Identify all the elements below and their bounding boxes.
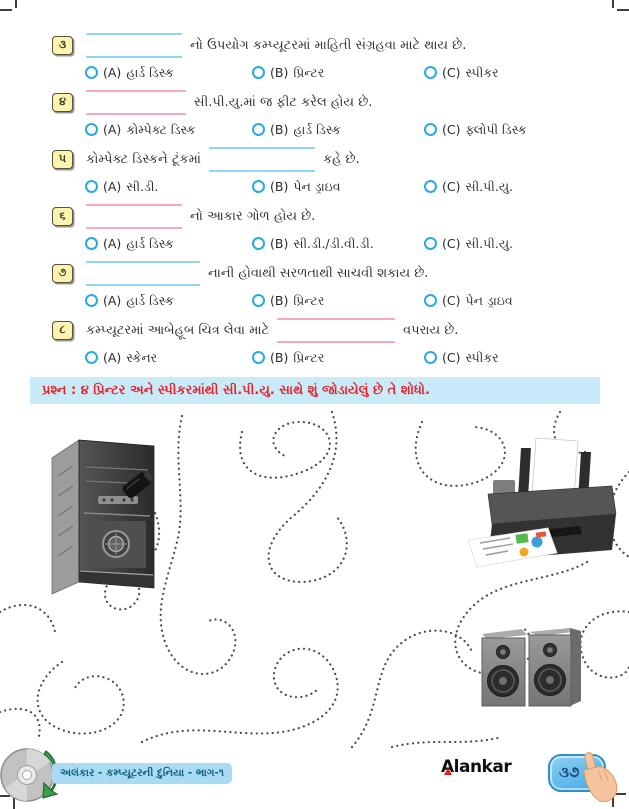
printer-image [468, 438, 616, 567]
question-8 [52, 315, 615, 370]
answer-blank[interactable] [86, 261, 200, 286]
option-c[interactable]: (C) સ્પીકર [424, 65, 615, 81]
publisher-logo-text: Alankar [441, 757, 512, 777]
question-text: સી.પી.યુ.માં જ ફીટ કરેલ હોય છે. [194, 94, 373, 110]
option-b[interactable]: (B) પ્રિન્ટર [252, 65, 424, 81]
radio-icon[interactable] [252, 66, 265, 79]
radio-icon[interactable] [85, 123, 98, 136]
question-number-badge: ૮ [52, 321, 73, 340]
option-c[interactable]: (C) સ્પીકર [424, 350, 615, 366]
option-b[interactable]: (B) પ્રિન્ટર [252, 293, 424, 309]
option-a[interactable]: (A) હાર્ડ ડિસ્ક [85, 65, 252, 81]
activity-heading: પ્રશ્ન : ૪ પ્રિન્ટર અને સ્પીકરમાંથી સી.પી.યુ. સાથે શું જોડાયેલું છે તે શોધો. [42, 383, 430, 398]
option-b[interactable]: (B) સી.ડી./ડી.વી.ડી. [252, 236, 424, 252]
hand-pointer-icon [578, 749, 618, 805]
crop-mark [617, 9, 629, 11]
book-title: અલંકાર - કમ્પ્યૂટરની દુનિયા - ભાગ-૧ [59, 767, 225, 779]
radio-icon[interactable] [424, 294, 437, 307]
radio-icon[interactable] [252, 237, 265, 250]
radio-icon[interactable] [252, 294, 265, 307]
question-text: વપરાય છે. [403, 322, 459, 338]
question-number-badge: ૬ [52, 207, 73, 226]
logo-triangle-icon [444, 768, 452, 775]
question-text-pre: કમ્પ્યૂટરમાં આબેહૂબ ચિત્ર લેવા માટે [86, 322, 270, 338]
answer-blank[interactable] [209, 147, 315, 172]
crop-mark [0, 9, 12, 11]
question-7 [52, 258, 615, 313]
option-c[interactable]: (C) સી.પી.યુ. [424, 179, 615, 195]
question-text: નો ઉપયોગ કમ્પ્યૂટરમાં માહિતી સંગ્રહવા માટે થાય છે. [190, 37, 467, 53]
radio-icon[interactable] [252, 123, 265, 136]
page-number: ૩૭ [559, 763, 580, 781]
radio-icon[interactable] [424, 237, 437, 250]
option-c[interactable]: (C) પેન ડ્રાઇવ [424, 293, 615, 309]
question-text: કહે છે. [322, 151, 360, 167]
question-number-badge: ૭ [52, 264, 73, 283]
book-title-ribbon [52, 763, 232, 784]
option-a[interactable]: (A) સ્કેનર [85, 350, 252, 366]
radio-icon[interactable] [424, 123, 437, 136]
maze-activity [0, 410, 629, 752]
radio-icon[interactable] [424, 66, 437, 79]
option-b[interactable]: (B) હાર્ડ ડિસ્ક [252, 122, 424, 138]
page-footer [0, 747, 629, 809]
answer-blank[interactable] [277, 318, 395, 343]
speakers-image [482, 628, 581, 706]
crop-mark [15, 0, 17, 8]
radio-icon[interactable] [85, 180, 98, 193]
radio-icon[interactable] [85, 66, 98, 79]
radio-icon[interactable] [424, 180, 437, 193]
activity-heading-banner [30, 377, 600, 404]
option-c[interactable]: (C) ફ્લોપી ડિસ્ક [424, 122, 615, 138]
radio-icon[interactable] [85, 294, 98, 307]
question-3 [52, 30, 615, 85]
radio-icon[interactable] [85, 237, 98, 250]
option-b[interactable]: (B) પ્રિન્ટર [252, 350, 424, 366]
answer-blank[interactable] [86, 33, 182, 58]
option-b[interactable]: (B) પેન ડ્રાઇવ [252, 179, 424, 195]
question-number-badge: ૩ [52, 36, 73, 55]
answer-blank[interactable] [86, 204, 182, 229]
option-a[interactable]: (A) હાર્ડ ડિસ્ક [85, 293, 252, 309]
crop-mark [612, 0, 614, 8]
publisher-logo [441, 757, 511, 777]
option-a[interactable]: (A) કોમ્પેક્ટ ડિસ્ક [85, 122, 252, 138]
radio-icon[interactable] [424, 351, 437, 364]
question-6 [52, 201, 615, 256]
question-text-pre: કોમ્પેક્ટ ડિસ્કને ટૂંકમાં [86, 151, 201, 167]
radio-icon[interactable] [252, 180, 265, 193]
option-a[interactable]: (A) હાર્ડ ડિસ્ક [85, 236, 252, 252]
question-number-badge: ૪ [52, 93, 73, 112]
radio-icon[interactable] [85, 351, 98, 364]
answer-blank[interactable] [86, 90, 186, 115]
cpu-tower-image [52, 440, 154, 594]
option-c[interactable]: (C) સી.પી.યુ. [424, 236, 615, 252]
mcq-section [52, 30, 615, 372]
question-text: નાની હોવાથી સરળતાથી સાચવી શકાય છે. [208, 265, 429, 281]
question-4 [52, 87, 615, 142]
radio-icon[interactable] [252, 351, 265, 364]
question-5 [52, 144, 615, 199]
option-a[interactable]: (A) સી.ડી. [85, 179, 252, 195]
question-text: નો આકાર ગોળ હોય છે. [190, 208, 316, 224]
question-number-badge: ૫ [52, 150, 73, 169]
